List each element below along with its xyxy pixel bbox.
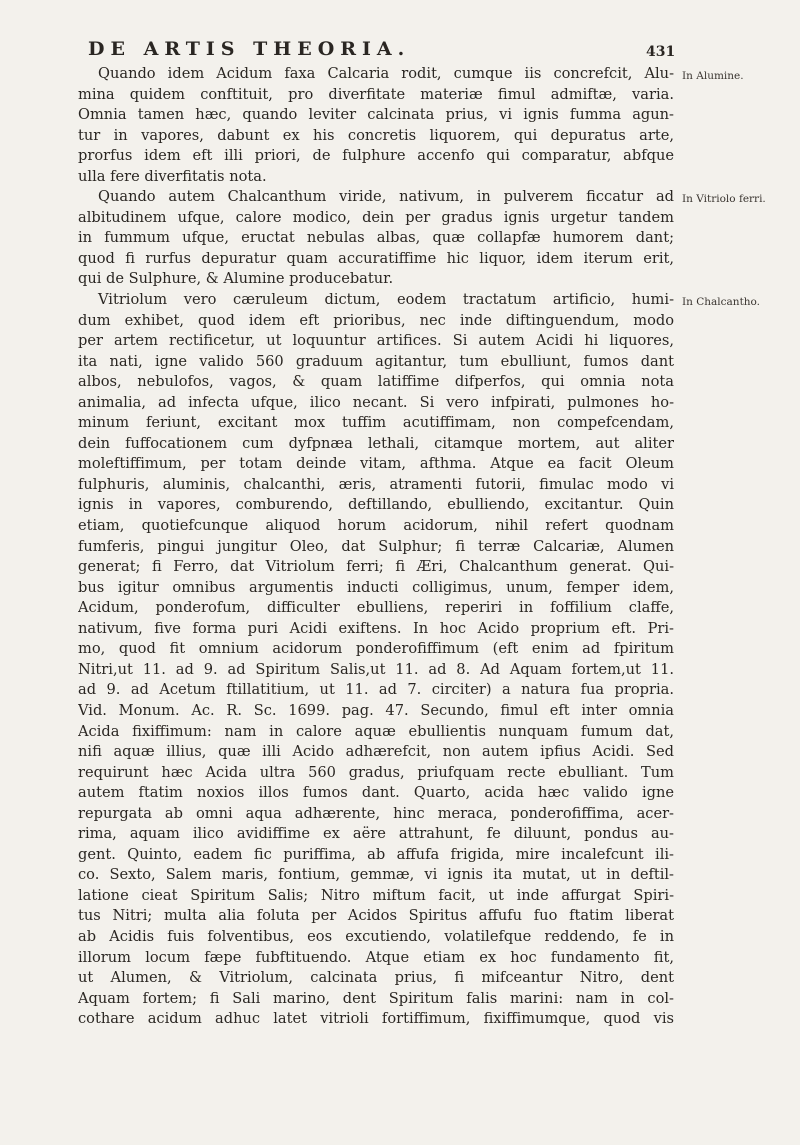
text-line: quod fi rurfus depuratur quam accuratiffime hic liquor, idem iterum erit,: [78, 249, 674, 267]
text-line: nifi aquæ illius, quæ illi Acido adhærefcit, non autem ipfius Acidi. Sed: [78, 743, 674, 761]
text-line: dein fuffocationem cum dyfpnæa lethali, citamque mortem, aut aliter: [78, 434, 674, 452]
marginal-note-alumine: In Alumine.: [682, 70, 744, 82]
text-line: cothare acidum adhuc latet vitrioli fortiffimum, fixiffimumque, quod vis: [78, 1010, 674, 1028]
text-line: mo, quod fit omnium acidorum ponderofiffimum (eft enim ad fpiritum: [78, 640, 674, 658]
text-line: fumferis, pingui jungitur Oleo, dat Sulphur; fi terræ Calcariæ, Alumen: [78, 537, 674, 555]
text-line: Acidum, ponderofum, difficulter ebulliens, reperiri in foffilium claffe,: [78, 599, 674, 617]
text-line: ulla fere diverfitatis nota.: [78, 167, 267, 185]
text-line: qui de Sulphure, & Alumine producebatur.: [78, 270, 394, 288]
text-line: latione cieat Spiritum Salis; Nitro miftum facit, ut inde affurgat Spiri-: [78, 886, 674, 904]
text-line: ad 9. ad Acetum ftillatitium, ut 11. ad 7. circiter) a natura fua propria.: [78, 681, 674, 699]
text-line: minum feriunt, excitant mox tuffim acutiffimam, non compefcendam,: [78, 414, 674, 432]
text-line: nativum, five forma puri Acidi exiftens. In hoc Acido proprium eft. Pri-: [78, 619, 674, 637]
text-line: Quando autem Chalcanthum viride, nativum, in pulverem ficcatur ad: [98, 188, 674, 206]
text-line: Aquam fortem; fi Sali marino, dent Spiritum falis marini: nam in col-: [78, 989, 674, 1007]
text-line: fulphuris, aluminis, chalcanthi, æris, atramenti futorii, fimulac modo vi: [78, 475, 674, 493]
text-line: in fummum ufque, eructat nebulas albas, quæ collapfæ humorem dant;: [78, 229, 674, 247]
text-line: Vitriolum vero cæruleum dictum, eodem tractatum artificio, humi-: [98, 291, 674, 309]
text-line: autem ftatim noxios illos fumos dant. Quarto, acida hæc valido igne: [78, 784, 674, 802]
text-line: bus igitur omnibus argumentis inducti colligimus, unum, femper idem,: [78, 578, 674, 596]
text-line: generat; fi Ferro, dat Vitriolum ferri; fi Æri, Chalcanthum generat. Qui-: [78, 558, 674, 576]
text-line: dum exhibet, quod idem eft prioribus, nec inde diftinguendum, modo: [78, 311, 674, 329]
body-text: [78, 64, 674, 1030]
text-line: repurgata ab omni aqua adhærente, hinc meraca, ponderofiffima, acer-: [78, 804, 674, 822]
marginal-note-chalcantho: In Chalcantho.: [682, 296, 761, 308]
text-line: albos, nebulofos, vagos, & quam latiffime difperfos, qui omnia nota: [78, 373, 674, 391]
text-line: ab Acidis fuis folventibus, eos excutiendo, volatilefque reddendo, fe in: [78, 927, 674, 945]
text-line: mina quidem conftituit, pro diverfitate materiæ fimul admiftæ, varia.: [78, 85, 674, 103]
text-line: etiam, quotiefcunque aliquod horum acidorum, nihil refert quodnam: [78, 517, 674, 535]
text-line: tur in vapores, dabunt ex his concretis liquorem, qui depuratus arte,: [78, 126, 674, 144]
text-line: ita nati, igne valido 560 graduum agitantur, tum ebulliunt, fumos dant: [78, 352, 674, 370]
text-line: Vid. Monum. Ac. R. Sc. 1699. pag. 47. Secundo, fimul eft inter omnia: [78, 701, 674, 719]
text-line: rima, aquam ilico avidiffime ex aëre attrahunt, fe diluunt, pondus au-: [78, 825, 674, 843]
text-line: animalia, ad infecta ufque, ilico necant. Si vero infpirati, pulmones ho-: [78, 393, 674, 411]
text-line: illorum locum fæpe fubftituendo. Atque etiam ex hoc fundamento fit,: [78, 948, 674, 966]
text-line: prorfus idem eft illi priori, de fulphure accenfo qui comparatur, abfque: [78, 147, 674, 165]
text-line: ut Alumen, & Vitriolum, calcinata prius, fi mifceantur Nitro, dent: [78, 969, 674, 987]
text-line: co. Sexto, Salem maris, fontium, gemmæ, vi ignis ita mutat, ut in deftil-: [78, 866, 674, 884]
text-line: moleftiffimum, per totam deinde vitam, afthma. Atque ea facit Oleum: [78, 455, 674, 473]
page-number: 431: [646, 44, 676, 60]
text-line: Omnia tamen hæc, quando leviter calcinata prius, vi ignis fumma agun-: [78, 106, 674, 124]
running-title: DE ARTIS THEORIA.: [88, 38, 411, 60]
text-line: per artem rectificetur, ut loquuntur artifices. Si autem Acidi hi liquores,: [78, 332, 674, 350]
marginal-note-vitriolo-ferri: In Vitriolo ferri.: [682, 193, 766, 205]
text-line: Acida fixiffimum: nam in calore aquæ ebullientis nunquam fumum dat,: [78, 722, 674, 740]
text-line: requirunt hæc Acida ultra 560 gradus, priufquam recte ebulliant. Tum: [78, 763, 674, 781]
text-line: tus Nitri; multa alia foluta per Acidos Spiritus affufu fuo ftatim liberat: [78, 907, 674, 925]
text-line: Quando idem Acidum faxa Calcaria rodit, cumque iis concrefcit, Alu-: [98, 65, 674, 82]
text-line: albitudinem ufque, calore modico, dein per gradus ignis urgetur tandem: [78, 208, 674, 226]
text-line: Nitri,ut 11. ad 9. ad Spiritum Salis,ut 11. ad 8. Ad Aquam fortem,ut 11.: [78, 660, 674, 678]
text-line: ignis in vapores, comburendo, deftillando, ebulliendo, excitantur. Quin: [78, 496, 674, 514]
text-line: gent. Quinto, eadem fic puriffima, ab affufa frigida, mire incalefcunt ili-: [78, 845, 674, 863]
